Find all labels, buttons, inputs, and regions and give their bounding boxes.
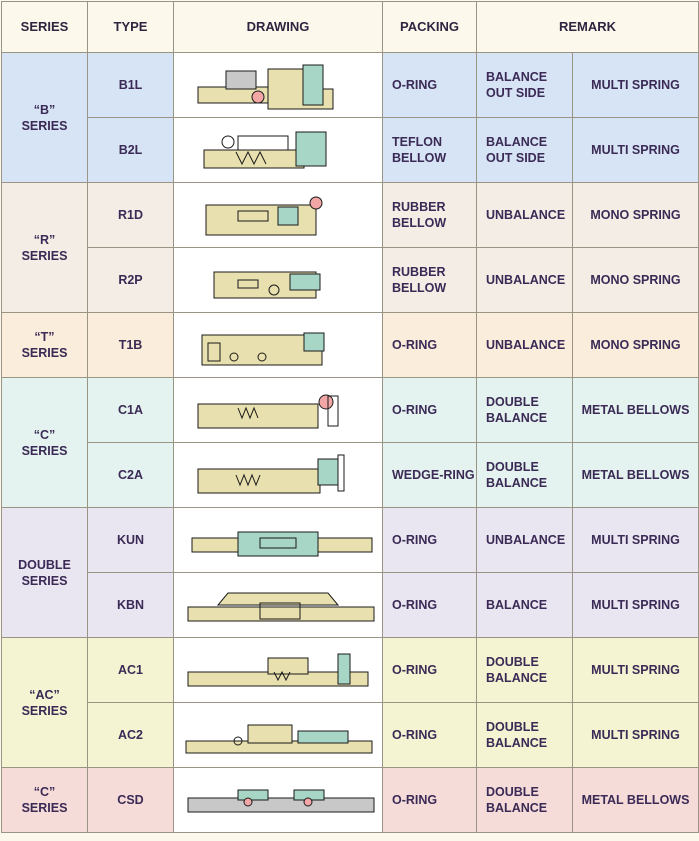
type-cell: AC1: [88, 638, 174, 703]
table-header: [2, 2, 699, 53]
seal-drawing: [178, 707, 378, 763]
spring-cell: MONO SPRING: [573, 248, 699, 313]
table-body: [2, 53, 699, 833]
balance-cell: UNBALANCE: [477, 313, 573, 378]
packing-cell: RUBBER BELLOW: [383, 248, 477, 313]
spring-cell: METAL BELLOWS: [573, 378, 699, 443]
drawing-cell: [174, 378, 383, 443]
seal-drawing: [178, 642, 378, 698]
spring-cell: MULTI SPRING: [573, 638, 699, 703]
header-packing: PACKING: [383, 2, 477, 53]
table-row: [2, 638, 699, 703]
type-cell: CSD: [88, 768, 174, 833]
packing-cell: RUBBER BELLOW: [383, 183, 477, 248]
spring-cell: METAL BELLOWS: [573, 768, 699, 833]
seal-drawing: [178, 772, 378, 828]
drawing-cell: [174, 443, 383, 508]
drawing-cell: [174, 53, 383, 118]
drawing-cell: [174, 573, 383, 638]
spring-cell: METAL BELLOWS: [573, 443, 699, 508]
table-row: [2, 703, 699, 768]
type-cell: B2L: [88, 118, 174, 183]
series-cell: “C” SERIES: [2, 768, 88, 833]
seal-drawing: [178, 122, 378, 178]
spring-cell: MULTI SPRING: [573, 573, 699, 638]
balance-cell: DOUBLE BALANCE: [477, 638, 573, 703]
table-row: [2, 118, 699, 183]
drawing-cell: [174, 638, 383, 703]
series-cell: “T” SERIES: [2, 313, 88, 378]
drawing-cell: [174, 248, 383, 313]
spring-cell: MONO SPRING: [573, 313, 699, 378]
table-row: [2, 183, 699, 248]
type-cell: KBN: [88, 573, 174, 638]
spring-cell: MULTI SPRING: [573, 508, 699, 573]
seal-spec-table: [1, 1, 699, 833]
seal-drawing: [178, 577, 378, 633]
balance-cell: BALANCE OUT SIDE: [477, 118, 573, 183]
table-row: [2, 443, 699, 508]
packing-cell: O-RING: [383, 638, 477, 703]
seal-drawing: [178, 382, 378, 438]
drawing-cell: [174, 508, 383, 573]
packing-cell: O-RING: [383, 508, 477, 573]
balance-cell: DOUBLE BALANCE: [477, 378, 573, 443]
drawing-cell: [174, 183, 383, 248]
spring-cell: MULTI SPRING: [573, 118, 699, 183]
table-row: [2, 768, 699, 833]
header-series: SERIES: [2, 2, 88, 53]
type-cell: T1B: [88, 313, 174, 378]
balance-cell: UNBALANCE: [477, 183, 573, 248]
header-drawing: DRAWING: [174, 2, 383, 53]
table-row: [2, 313, 699, 378]
table-row: [2, 248, 699, 313]
packing-cell: O-RING: [383, 573, 477, 638]
drawing-cell: [174, 313, 383, 378]
type-cell: C2A: [88, 443, 174, 508]
spring-cell: MULTI SPRING: [573, 703, 699, 768]
series-cell: DOUBLE SERIES: [2, 508, 88, 638]
balance-cell: BALANCE: [477, 573, 573, 638]
table-row: [2, 53, 699, 118]
type-cell: B1L: [88, 53, 174, 118]
seal-drawing: [178, 187, 378, 243]
series-cell: “B” SERIES: [2, 53, 88, 183]
type-cell: R1D: [88, 183, 174, 248]
series-cell: “C” SERIES: [2, 378, 88, 508]
table-row: [2, 508, 699, 573]
balance-cell: UNBALANCE: [477, 508, 573, 573]
seal-drawing: [178, 252, 378, 308]
balance-cell: DOUBLE BALANCE: [477, 443, 573, 508]
header-type: TYPE: [88, 2, 174, 53]
packing-cell: TEFLON BELLOW: [383, 118, 477, 183]
drawing-cell: [174, 703, 383, 768]
drawing-cell: [174, 768, 383, 833]
type-cell: KUN: [88, 508, 174, 573]
seal-drawing: [178, 512, 378, 568]
seal-drawing: [178, 57, 378, 113]
table-row: [2, 573, 699, 638]
seal-drawing: [178, 317, 378, 373]
packing-cell: WEDGE-RING: [383, 443, 477, 508]
packing-cell: O-RING: [383, 313, 477, 378]
type-cell: R2P: [88, 248, 174, 313]
packing-cell: O-RING: [383, 53, 477, 118]
balance-cell: UNBALANCE: [477, 248, 573, 313]
seal-drawing: [178, 447, 378, 503]
drawing-cell: [174, 118, 383, 183]
type-cell: AC2: [88, 703, 174, 768]
balance-cell: DOUBLE BALANCE: [477, 703, 573, 768]
balance-cell: DOUBLE BALANCE: [477, 768, 573, 833]
table-row: [2, 378, 699, 443]
packing-cell: O-RING: [383, 378, 477, 443]
spring-cell: MULTI SPRING: [573, 53, 699, 118]
header-remark: REMARK: [477, 2, 699, 53]
balance-cell: BALANCE OUT SIDE: [477, 53, 573, 118]
packing-cell: O-RING: [383, 703, 477, 768]
spring-cell: MONO SPRING: [573, 183, 699, 248]
packing-cell: O-RING: [383, 768, 477, 833]
series-cell: “AC” SERIES: [2, 638, 88, 768]
type-cell: C1A: [88, 378, 174, 443]
series-cell: “R” SERIES: [2, 183, 88, 313]
